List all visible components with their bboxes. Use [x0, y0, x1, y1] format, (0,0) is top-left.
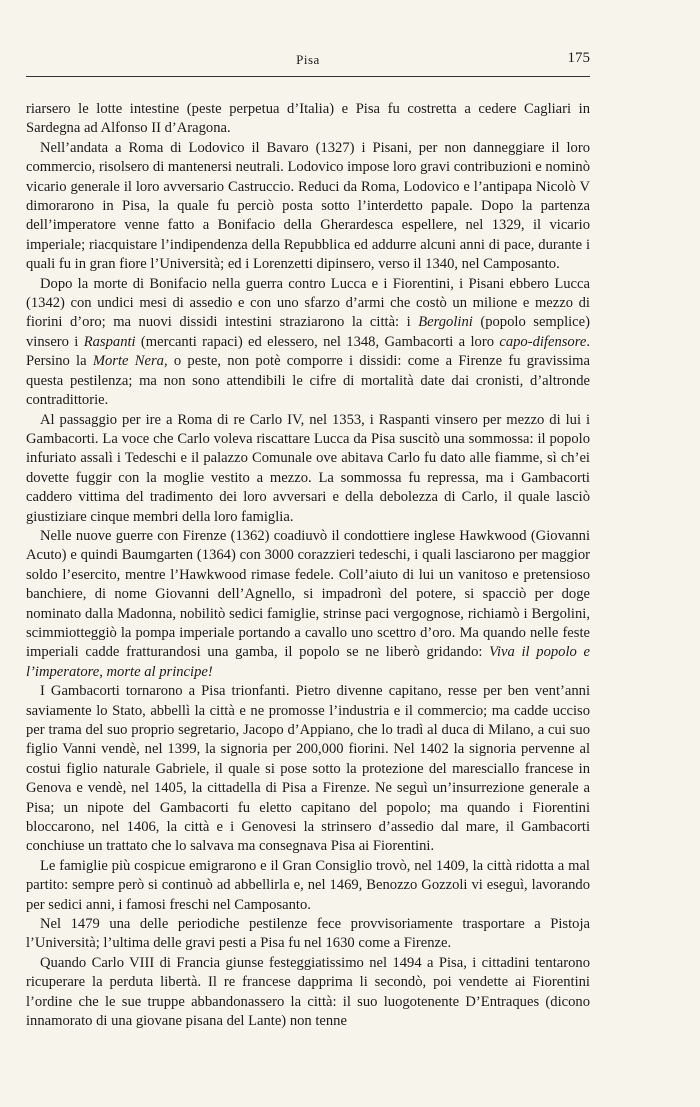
paragraph-3: Dopo la morte di Bonifacio nella guerra contro Lucca e i Fiorentini, i Pisani ebbero Lucca (1342) con undici mesi di assedio e con uno sfarzo d’armi che costò un milione e mezzo di fiorini d’oro; ma nuovi dissidi intestini straziarono la città: i Bergolini (popolo semplice) vinsero i Raspanti (mercanti rapaci) ed elessero, nel 1348, Gambacorti a loro capo-difensore. Persino la Morte Nera, o peste, non potè comporre i dissidi: come a Firenze fu gravissima questa pestilenza; ma non sono attendibili le cifre di mortalità date dai cronisti, d’altronde contradittorie.	[26, 275, 590, 409]
paragraph-2: Nell’andata a Roma di Lodovico il Bavaro (1327) i Pisani, per non danneggiare il loro commercio, risolsero di mantenersi neutrali. Lodovico impose loro gravi contribuzioni e nominò vicario generale il loro avversario Castruccio. Reduci da Roma, Lodovico e l’antipapa Nicolò V dimorarono in Pisa, la quale fu perciò posta sotto l’interdetto papale. Dopo la partenza dell’imperatore venne fatto a Bonifacio della Gherardesca espellere, nel 1329, il vicario imperiale; riacquistare l’indipendenza della Repubblica ed addurre alcuni anni di pace, durante i quali fu in gran fiore l’Università; ed i Lorenzetti dipinsero, verso il 1340, nel Camposanto.	[26, 139, 590, 273]
body-text	[26, 100, 590, 1032]
paragraph-1: riarsero le lotte intestine (peste perpetua d’Italia) e Pisa fu costretta a cedere Cagliari in Sardegna ad Alfonso II d’Aragona.	[26, 101, 590, 137]
italic-term: capo-difensore	[499, 333, 587, 350]
italic-quote: Viva il popolo e l’imperatore, morte al principe!	[26, 644, 591, 680]
paragraph-4: Al passaggio per ire a Roma di re Carlo IV, nel 1353, i Raspanti vinsero per mezzo di lui i Gambacorti. La voce che Carlo voleva riscattare Lucca da Pisa suscitò una sommossa: il popolo infuriato assalì i Tedeschi e il palazzo Comunale ove abitava Carlo fu dato alle fiamme, sì ch’ei dovette fuggir con la moglie vestito a mezzo. La sommossa fu repressa, ma i Gambacorti caddero vittima del tradimento dei loro avversari e della debolezza di Carlo, il quale lasciò giustiziare cinque membri della loro famiglia.	[26, 411, 590, 525]
italic-term: Bergolini	[418, 314, 473, 331]
paragraph-5: Nelle nuove guerre con Firenze (1362) coadiuvò il condottiere inglese Hawkwood (Giovanni Acuto) e quindi Baumgarten (1364) con 3000 corazzieri tedeschi, i quali lasciarono per maggior soldo l’esercito, mentre l’Hawkwood rimase fedele. Coll’aiuto di lui un vanitoso e pretensioso banchiere, di nome Giovanni dell’Agnello, si impadronì del potere, si spacciò per doge nominato dalla Madonna, nobilitò sedici famiglie, strinse paci vergognose, richiamò i Bergolini, scimmiotteggiò la pompa imperiale portando a cavallo uno scettro d’oro. Ma quando nelle feste imperiali cadde fratturandosi una gamba, il popolo se ne liberò gridando: Viva il popolo e l’imperatore, morte al principe!	[26, 527, 591, 680]
paragraph-6: I Gambacorti tornarono a Pisa trionfanti. Pietro divenne capitano, resse per ben vent’anni saviamente lo Stato, abbellì la città e ne promosse l’industria e il commercio; ma cadde ucciso per trama del suo proprio segretario, Jacopo d’Appiano, che lo tradì al duca di Milano, a cui suo figlio Vanni vendè, nel 1399, la signoria per 200,000 fiorini. Nel 1402 la signoria pervenne al costui figlio naturale Gabriele, il quale si pose sotto la protezione del maresciallo francese in Genova e vendè, nel 1405, la cittadella di Pisa a Firenze. Ne seguì un’insurrezione generale a Pisa; un nipote del Gambacorti fu eletto capitano del popolo; ma quando i Fiorentini bloccarono, nel 1406, la città e i Genovesi la strinsero d’assedio dal mare, il Gambacorti conchiuse un trattato che lo salvava ma consegnava Pisa ai Fiorentini.	[26, 683, 590, 855]
italic-term: Morte Nera	[92, 353, 164, 370]
paragraph-8: Nel 1479 una delle periodiche pestilenze fece provvisoriamente trasportare a Pistoja l’Università; l’ultima delle gravi pesti a Pisa fu nel 1630 come a Firenze.	[26, 916, 590, 952]
paragraph-9: Quando Carlo VIII di Francia giunse festeggiatissimo nel 1494 a Pisa, i cittadini tentarono ricuperare la perduta libertà. Il re francese dapprima li secondò, poi vendette ai Fiorentini l’ordine che le sue truppe abbandonassero la città: il suo luogotenente D’Entraques (dicono innamorato di una giovane pisana del Lante) non tenne	[26, 954, 590, 1030]
paragraph-7: Le famiglie più cospicue emigrarono e il Gran Consiglio trovò, nel 1409, la città ridotta a mal partito: sempre però si continuò ad abbellirla e, nel 1469, Benozzo Gozzoli vi eseguì, lavorando per sedici anni, i famosi freschi nel Camposanto.	[26, 857, 590, 913]
page-number: 175	[567, 50, 590, 66]
page-header	[26, 48, 590, 77]
italic-term: Raspanti	[83, 333, 136, 350]
running-title: Pisa	[296, 52, 320, 67]
